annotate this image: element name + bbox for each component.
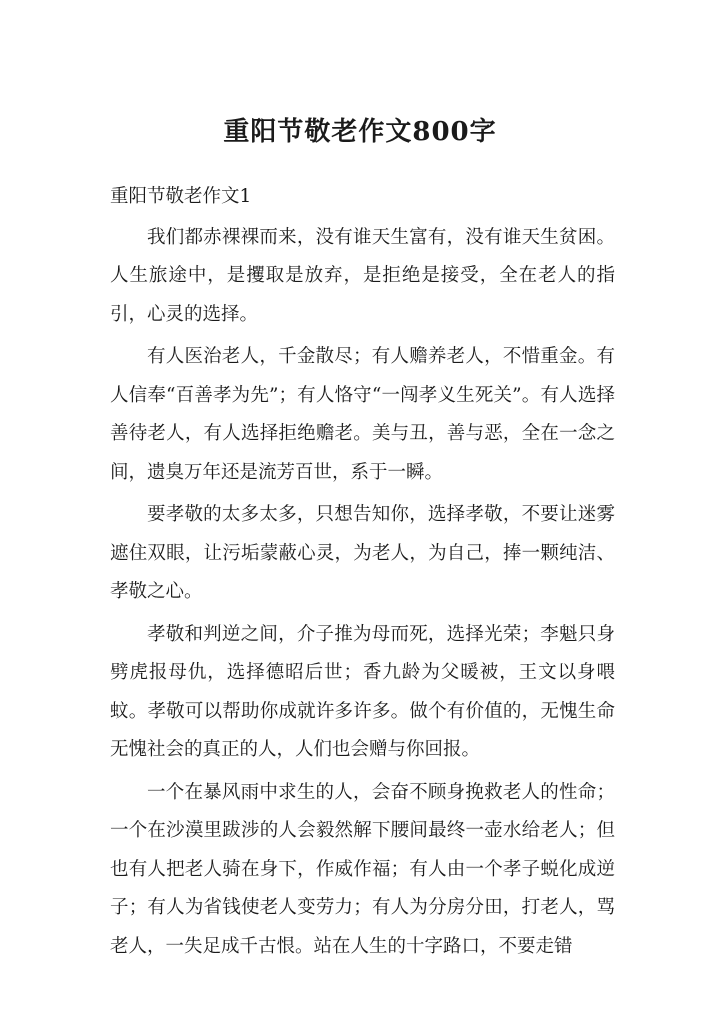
- section-heading: 重阳节敬老作文1: [110, 186, 252, 207]
- paragraph-4: 孝敬和判逆之间，介子推为母而死，选择光荣；李魁只身劈虎报母仇，选择德昭后世；香九龄为父暖被，王文以身喂蚊。孝敬可以帮助你成就许多许多。做个有价值的，无愧生命无愧社会的真正的人，人们也会赠与你回报。: [110, 623, 615, 760]
- document-title: 重阳节敬老作文800字: [223, 117, 497, 147]
- paragraph-1: 我们都赤裸裸而来，没有谁天生富有，没有谁天生贫困。人生旅途中，是攫取是放弃，是拒绝是接受，全在老人的指引，心灵的选择。: [110, 226, 615, 325]
- document-body: [110, 178, 615, 970]
- paragraph-5: 一个在暴风雨中求生的人，会奋不顾身挽救老人的性命；一个在沙漠里跋涉的人会毅然解下腰间最终一壶水给老人；但也有人把老人骑在身下，作威作福；有人由一个孝子蜕化成逆子；有人为省钱使老人变劳力；有人为分房分田，打老人，骂老人，一失足成千古恨。站在人生的十字路口，不要走错: [110, 781, 615, 957]
- paragraph-3: 要孝敬的太多太多，只想告知你，选择孝敬，不要让迷雾遮住双眼，让污垢蒙蔽心灵，为老人，为自己，捧一颗纯洁、孝敬之心。: [110, 504, 615, 602]
- paragraph-2: 有人医治老人，千金散尽；有人赡养老人，不惜重金。有人信奉“百善孝为先”；有人恪守“一闯孝义生死关”。有人选择善待老人，有人选择拒绝赡老。美与丑，善与恶，全在一念之间，遗臭万年还是流芳百世，系于一瞬。: [110, 346, 615, 483]
